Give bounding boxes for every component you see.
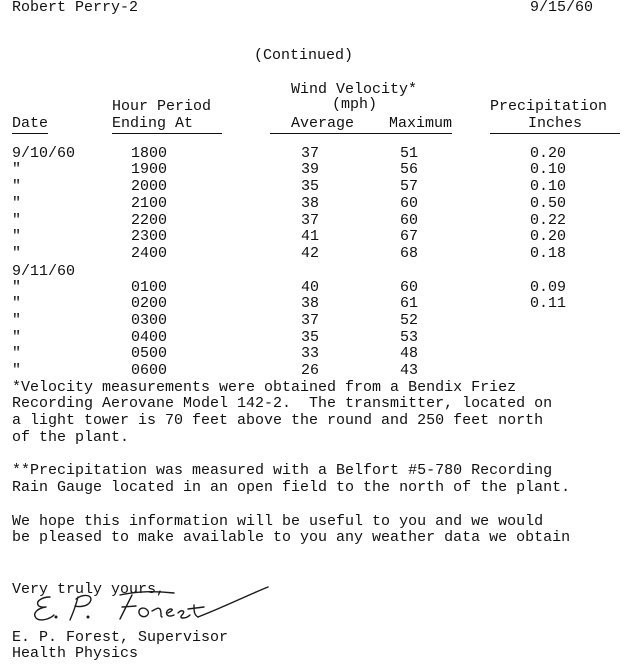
date-cell: 9/10/60 bbox=[12, 145, 76, 162]
average-cell: 37 bbox=[301, 212, 320, 229]
footnote-velocity-line: a light tower is 70 feet above the round and 250 feet north bbox=[12, 412, 544, 429]
handwritten-signature bbox=[28, 585, 278, 625]
average-cell: 35 bbox=[301, 178, 320, 195]
signoff: Very truly yours, bbox=[12, 581, 166, 598]
table-row bbox=[0, 363, 631, 379]
signer-department: Health Physics bbox=[12, 645, 139, 662]
hour-cell: 0200 bbox=[131, 295, 168, 312]
date-header: Date bbox=[12, 115, 49, 132]
table-row bbox=[0, 162, 631, 178]
footnote-velocity-line: of the plant. bbox=[12, 429, 130, 446]
average-cell: 37 bbox=[301, 312, 320, 329]
footnote-precip-line: **Precipitation was measured with a Belfort #5-780 Recording bbox=[12, 462, 553, 479]
maximum-header: Maximum bbox=[354, 116, 452, 134]
precip-cell: 0.10 bbox=[530, 161, 567, 178]
hour-cell: 0300 bbox=[131, 312, 168, 329]
date-cell: " bbox=[12, 212, 22, 229]
date-cell: " bbox=[12, 329, 22, 346]
maximum-cell: 60 bbox=[400, 212, 419, 229]
date-cell: " bbox=[12, 161, 22, 178]
signer-name: E. P. Forest, Supervisor bbox=[12, 629, 229, 646]
footnote-velocity-line: Recording Aerovane Model 142-2. The transmitter, located on bbox=[12, 395, 553, 412]
average-cell: 37 bbox=[301, 145, 320, 162]
date-cell: " bbox=[12, 279, 22, 296]
letter-header-date: 9/15/60 bbox=[530, 0, 594, 16]
hour-header-line2: Ending At bbox=[112, 116, 222, 134]
table-row bbox=[0, 313, 631, 329]
date-cell: " bbox=[12, 178, 22, 195]
maximum-cell: 60 bbox=[400, 195, 419, 212]
maximum-cell: 57 bbox=[400, 178, 419, 195]
table-row bbox=[0, 296, 631, 312]
hour-cell: 2300 bbox=[131, 228, 168, 245]
maximum-cell: 53 bbox=[400, 329, 419, 346]
average-header: Average bbox=[270, 116, 354, 134]
maximum-cell: 56 bbox=[400, 161, 419, 178]
maximum-cell: 48 bbox=[400, 345, 419, 362]
average-cell: 38 bbox=[301, 295, 320, 312]
average-cell: 40 bbox=[301, 279, 320, 296]
precip-header-line1: Precipitation bbox=[490, 98, 608, 115]
precip-cell: 0.09 bbox=[530, 279, 567, 296]
maximum-cell: 60 bbox=[400, 279, 419, 296]
table-row bbox=[0, 213, 631, 229]
table-row bbox=[0, 264, 631, 280]
table-row bbox=[0, 346, 631, 362]
hour-cell: 0100 bbox=[131, 279, 168, 296]
hour-cell: 1800 bbox=[131, 145, 168, 162]
continued-label: (Continued) bbox=[254, 47, 354, 64]
hour-cell: 1900 bbox=[131, 161, 168, 178]
precip-cell: 0.22 bbox=[530, 212, 567, 229]
maximum-cell: 68 bbox=[400, 245, 419, 262]
wind-velocity-unit: (mph) bbox=[332, 96, 378, 113]
date-cell: " bbox=[12, 195, 22, 212]
precip-cell: 0.50 bbox=[530, 195, 567, 212]
date-cell: " bbox=[12, 362, 22, 379]
hour-cell: 0600 bbox=[131, 362, 168, 379]
maximum-cell: 52 bbox=[400, 312, 419, 329]
average-cell: 42 bbox=[301, 245, 320, 262]
date-cell: " bbox=[12, 245, 22, 262]
maximum-cell: 61 bbox=[400, 295, 419, 312]
table-row bbox=[0, 196, 631, 212]
precip-cell: 0.11 bbox=[530, 295, 567, 312]
maximum-cell: 67 bbox=[400, 228, 419, 245]
hour-cell: 0500 bbox=[131, 345, 168, 362]
date-cell: " bbox=[12, 228, 22, 245]
table-row bbox=[0, 330, 631, 346]
table-row bbox=[0, 146, 631, 162]
average-cell: 38 bbox=[301, 195, 320, 212]
table-row bbox=[0, 280, 631, 296]
precip-header-line2: Inches bbox=[490, 116, 620, 134]
table-row bbox=[0, 246, 631, 262]
hour-cell: 2100 bbox=[131, 195, 168, 212]
precip-cell: 0.20 bbox=[530, 228, 567, 245]
maximum-cell: 51 bbox=[400, 145, 419, 162]
precip-cell: 0.10 bbox=[530, 178, 567, 195]
closing-paragraph-line: be pleased to make available to you any weather data we obtain bbox=[12, 529, 571, 546]
footnote-velocity-line: *Velocity measurements were obtained from a Bendix Friez bbox=[12, 379, 517, 396]
hour-cell: 2200 bbox=[131, 212, 168, 229]
table-row bbox=[0, 179, 631, 195]
average-cell: 35 bbox=[301, 329, 320, 346]
date-cell: " bbox=[12, 295, 22, 312]
wind-velocity-title: Wind Velocity* bbox=[291, 81, 418, 98]
date-cell: " bbox=[12, 345, 22, 362]
precip-cell: 0.20 bbox=[530, 145, 567, 162]
hour-header-line1: Hour Period bbox=[112, 98, 212, 115]
table-row bbox=[0, 229, 631, 245]
average-cell: 33 bbox=[301, 345, 320, 362]
average-cell: 41 bbox=[301, 228, 320, 245]
hour-cell: 2400 bbox=[131, 245, 168, 262]
date-cell: " bbox=[12, 312, 22, 329]
date-cell: 9/11/60 bbox=[12, 263, 76, 280]
hour-cell: 2000 bbox=[131, 178, 168, 195]
average-cell: 39 bbox=[301, 161, 320, 178]
maximum-cell: 43 bbox=[400, 362, 419, 379]
hour-cell: 0400 bbox=[131, 329, 168, 346]
average-cell: 26 bbox=[301, 362, 320, 379]
letter-header-name: Robert Perry-2 bbox=[12, 0, 139, 16]
precip-cell: 0.18 bbox=[530, 245, 567, 262]
closing-paragraph-line: We hope this information will be useful to you and we would bbox=[12, 513, 544, 530]
footnote-precip-line: Rain Gauge located in an open field to the north of the plant. bbox=[12, 479, 571, 496]
